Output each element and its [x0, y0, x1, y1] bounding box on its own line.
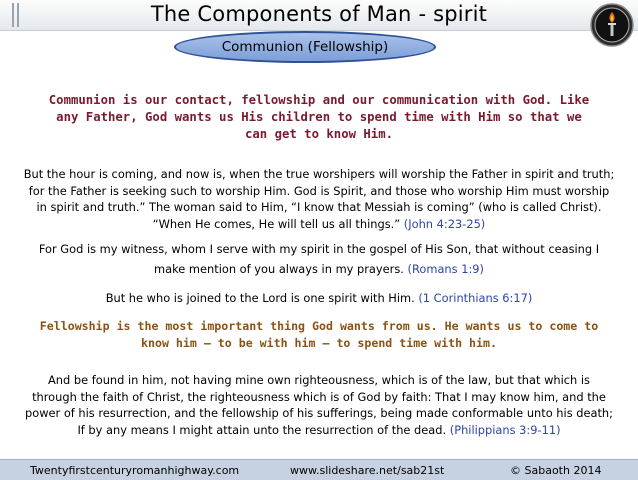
intro-statement: Communion is our contact, fellowship and our communication with God. Like any Father, God wants us His children to spend time with Him so that we can get to know Him.: [48, 93, 590, 141]
scripture-reference: (John 4:23-25): [403, 216, 486, 231]
footer-copyright: © Sabaoth 2014: [510, 464, 602, 477]
scripture-text: For God is my witness, whom I serve with my spirit in the gospel of His Son, that without ceasing I make mention of you always in my prayers.: [38, 242, 600, 276]
subtitle-pill: [174, 31, 436, 63]
footer-website-link[interactable]: Twentyfirstcenturyromanhighway.com: [30, 464, 240, 477]
scripture-reference: (1 Corinthians 6:17): [418, 291, 533, 305]
page-title: The Components of Man - spirit: [150, 2, 488, 26]
scripture-paragraph-john: [22, 166, 616, 232]
scripture-text: And be found in him, not having mine own righteousness, which is of the law, but that which is through the faith of Christ, the righteousness which is of God by faith: That I may know him, and the power of his resurrection, and the fellowship of his sufferings, being made conformable unto his death; If by any means I might attain unto the resurrection of the dead.: [25, 373, 613, 437]
scripture-paragraph-corinthians: [24, 290, 614, 307]
scripture-paragraph-romans: [24, 239, 614, 279]
scripture-paragraph-philippians: [24, 372, 614, 438]
scripture-reference: (Philippians 3:9-11): [449, 422, 561, 437]
footer-slideshare-link[interactable]: www.slideshare.net/sab21st: [290, 464, 445, 477]
subtitle-text: Communion (Fellowship): [221, 39, 389, 55]
fellowship-statement: Fellowship is the most important thing God wants from us. He wants us to come to know him – to be with him – to spend time with him.: [39, 319, 599, 350]
scripture-reference: (Romans 1:9): [407, 262, 484, 276]
scripture-text: But he who is joined to the Lord is one spirit with Him.: [105, 291, 415, 305]
sabaoth-torch-logo-icon: [590, 3, 634, 47]
scripture-text: But the hour is coming, and now is, when the true worshipers will worship the Father in spirit and truth; for the Father is seeking such to worship Him. God is Spirit, and those who worship Him must worship in spirit and truth.” The woman said to Him, “I know that Messiah is coming” (who is called Christ). “When He comes, He will tell us all things.”: [23, 167, 615, 231]
title-bar: [0, 0, 638, 31]
footer-bar: [0, 459, 638, 480]
